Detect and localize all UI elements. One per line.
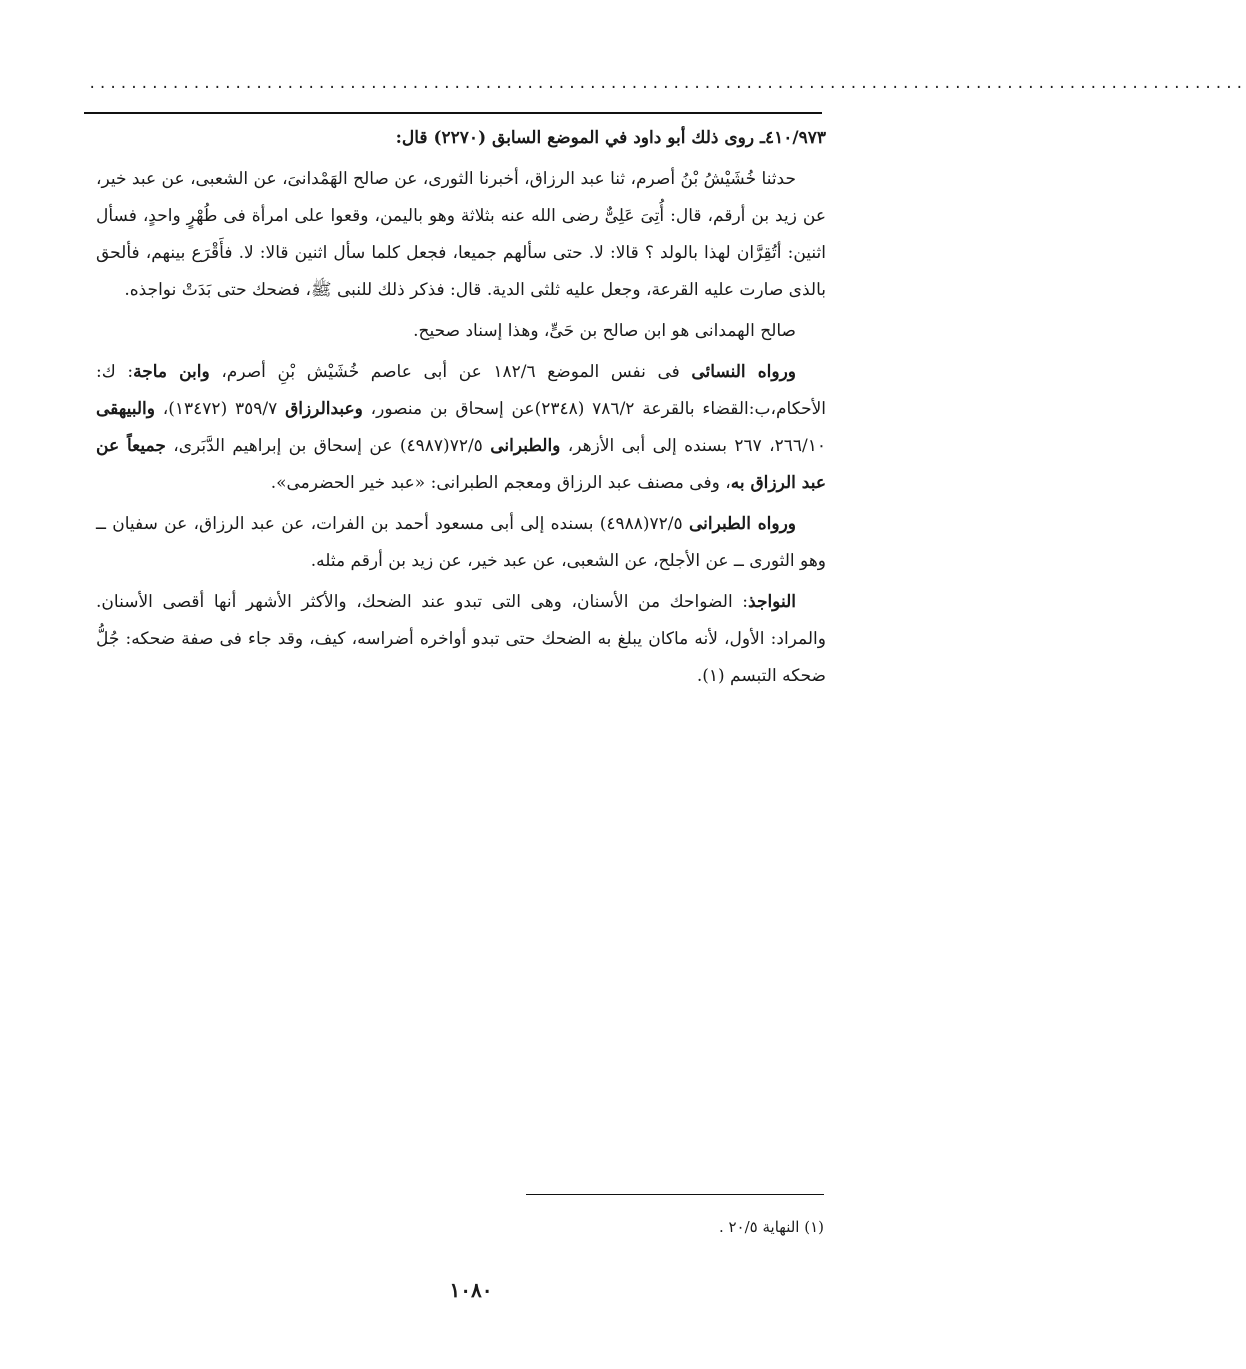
header-rule [84, 112, 822, 114]
dotted-header-line: ............................................................................................................... [88, 76, 1246, 92]
takhrij-paragraph: ورواه النسائى فى نفس الموضع ١٨٢/٦ عن أبى عاصم خُشَيْش بْنِ أصرم، وابن ماجة: ك: الأحكام،ب:القضاء بالقرعة ٧٨٦/٢ (٢٣٤٨)عن إسحاق بن منصور، وعبدالرزاق ٣٥٩/٧ (١٣٤٧٢)، والبيهقى ٢٦٦/١٠، ٢٦٧ بسنده إلى أبى الأزهر، والطبرانى ٧٢/٥(٤٩٨٧) عن إسحاق بن إبراهيم الدَّبَرى، جميعاً عن عبد الرزاق به، وفى مصنف عبد الرزاق ومعجم الطبرانى: «عبد خير الحضرمى». [96, 362, 827, 493]
isnad-note-paragraph: صالح الهمدانى هو ابن صالح بن حَىٍّ، وهذا إسناد صحيح. [413, 321, 796, 341]
footnote: (١) النهاية ٢٠/٥ . [718, 1218, 824, 1236]
hadith-paragraph: حدثنا خُشَيْشُ بْنُ أصرم، ثنا عبد الرزاق، أخبرنا الثورى، عن صالح الهَمْدانىَ، عن الشعبى، عن عبد خير، عن زيد بن أرقم، قال: أُتِىَ عَلِىٌّ رضى الله عنه بثلاثة وهو باليمن، وقعوا على امرأة فى طُهْرٍ واحدٍ، فسأل اثنين: أتُقِرَّان لهذا بالولد ؟ قالا: لا. حتى سألهم جميعا، فجعل كلما سأل اثنين قالا: لا. فأَقْرَع بينهم، فألحق بالذى صارت عليه القرعة، وجعل عليه ثلثى الدية. قال: فذكر ذلك للنبى ﷺ، فضحك حتى بَدَتْ نواجذه. [96, 169, 826, 300]
entry-number: ٤١٠/٩٧٣ [765, 128, 826, 148]
entry-heading [96, 120, 826, 157]
page-number: ١٠٨٠ [449, 1278, 493, 1302]
glossary-paragraph: النواجذ: الضواحك من الأسنان، وهى التى تبدو عند الضحك، والأكثر الأشهر أنها أقصى الأسنان. والمراد: الأول، لأنه ماكان يبلغ به الضحك حتى تبدو أواخره أضراسه، كيف، وقد جاء فى صفة ضحكه: جُلُّ ضحكه التبسم (١). [96, 592, 826, 686]
footnote-rule [526, 1194, 824, 1195]
main-text [96, 120, 826, 699]
tabarani-paragraph: ورواه الطبرانى ٧٢/٥(٤٩٨٨) بسنده إلى أبى مسعود أحمد بن الفرات، عن عبد الرزاق، عن سفيان ــ وهو الثورى ــ عن الأجلح، عن الشعبى، عن عبد خير، عن زيد بن أرقم مثله. [96, 514, 826, 571]
entry-heading-text: ـ روى ذلك أبو داود في الموضع السابق (٢٢٧٠) قال: [395, 128, 765, 148]
